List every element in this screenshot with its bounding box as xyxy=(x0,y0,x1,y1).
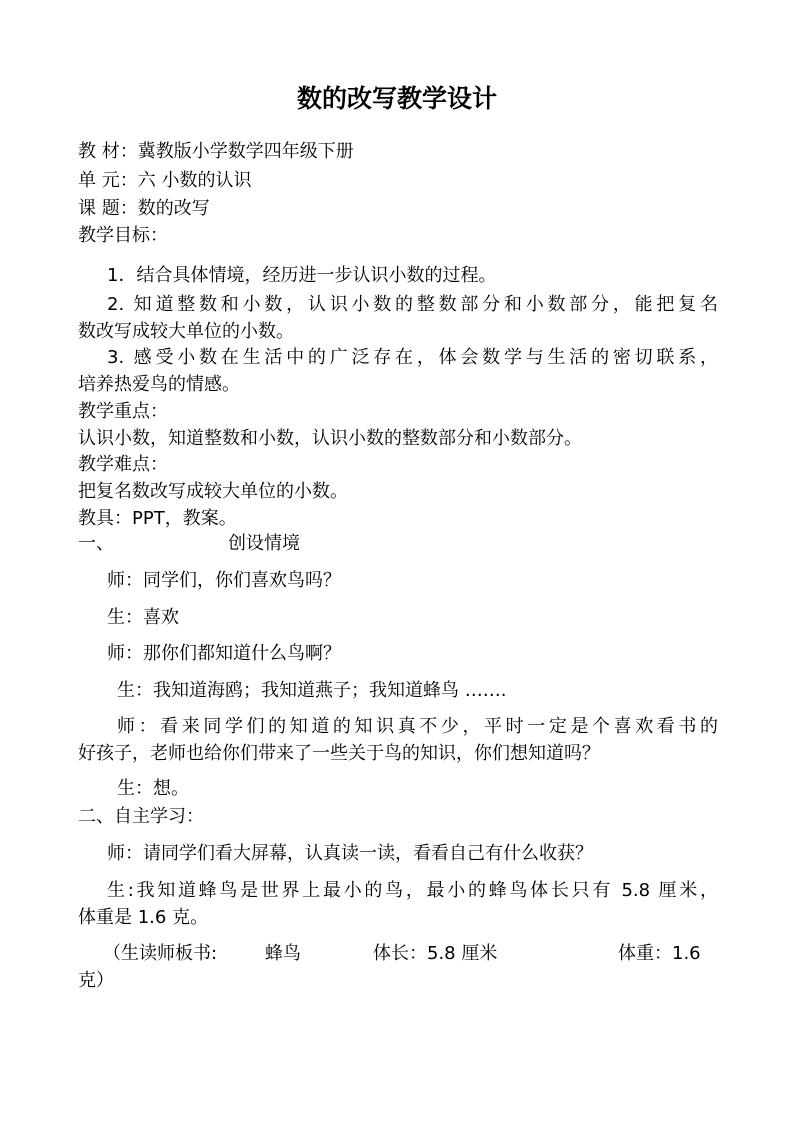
dialogue-student-3: 生：想。 xyxy=(117,778,189,799)
difficulty-heading: 教学难点： xyxy=(78,454,168,475)
document-title: 数的改写教学设计 xyxy=(296,84,497,113)
dialogue-student-4-line-2: 体重是 1.6 克。 xyxy=(78,907,209,928)
dialogue-teacher-2: 师：那你们都知道什么鸟啊？ xyxy=(107,643,341,664)
info-unit: 单 元：六 小数的认识 xyxy=(78,170,252,191)
key-points-text: 认识小数，知道整数和小数，认识小数的整数部分和小数部分。 xyxy=(78,428,582,449)
info-lesson: 课 题：数的改写 xyxy=(78,198,210,219)
key-points-heading: 教学重点： xyxy=(78,401,168,422)
section-1-number: 一、 xyxy=(78,533,114,554)
dialogue-teacher-3-line-2: 好孩子，老师也给你们带来了一些关于鸟的知识，你们想知道吗？ xyxy=(78,743,600,764)
goal-3-line-1: 3. 感受小数在生活中的广泛存在，体会数学与生活的密切联系， xyxy=(107,347,718,368)
section-2-heading: 二、自主学习： xyxy=(78,806,204,827)
teaching-tools: 教具：PPT，教案。 xyxy=(78,508,237,529)
section-1-title: 创设情境 xyxy=(228,533,300,554)
board-note-line-2: 克） xyxy=(78,970,114,991)
board-note-bird: 蜂鸟 xyxy=(265,943,301,964)
info-material: 教 材：冀教版小学数学四年级下册 xyxy=(78,141,354,162)
dialogue-student-4-line-1: 生:我知道蜂鸟是世界上最小的鸟，最小的蜂鸟体长只有 5.8 厘米， xyxy=(107,880,718,901)
goal-1: 1．结合具体情境，经历进一步认识小数的过程。 xyxy=(107,265,497,286)
difficulty-text: 把复名数改写成较大单位的小数。 xyxy=(78,481,348,502)
goal-3-line-2: 培养热爱鸟的情感。 xyxy=(78,374,240,395)
dialogue-teacher-1: 师：同学们，你们喜欢鸟吗？ xyxy=(107,570,341,591)
dialogue-student-1: 生：喜欢 xyxy=(107,607,179,628)
goal-2-line-1: 2. 知道整数和小数，认识小数的整数部分和小数部分，能把复名 xyxy=(107,294,718,315)
dialogue-teacher-3-line-1: 师：看来同学们的知道的知识真不少，平时一定是个喜欢看书的 xyxy=(117,716,718,737)
goals-heading: 教学目标： xyxy=(78,225,168,246)
goal-2-line-2: 数改写成较大单位的小数。 xyxy=(78,321,294,342)
dialogue-teacher-4: 师：请同学们看大屏幕，认真读一读，看看自己有什么收获？ xyxy=(107,843,593,864)
board-note-prefix: （生读师板书: xyxy=(103,943,218,964)
board-note-weight: 体重：1.6 xyxy=(618,943,701,964)
dialogue-student-2: 生：我知道海鸥；我知道燕子；我知道蜂鸟 ……. xyxy=(117,680,507,701)
section-1-heading xyxy=(78,533,718,555)
board-note-length: 体长：5.8 厘米 xyxy=(373,943,498,964)
